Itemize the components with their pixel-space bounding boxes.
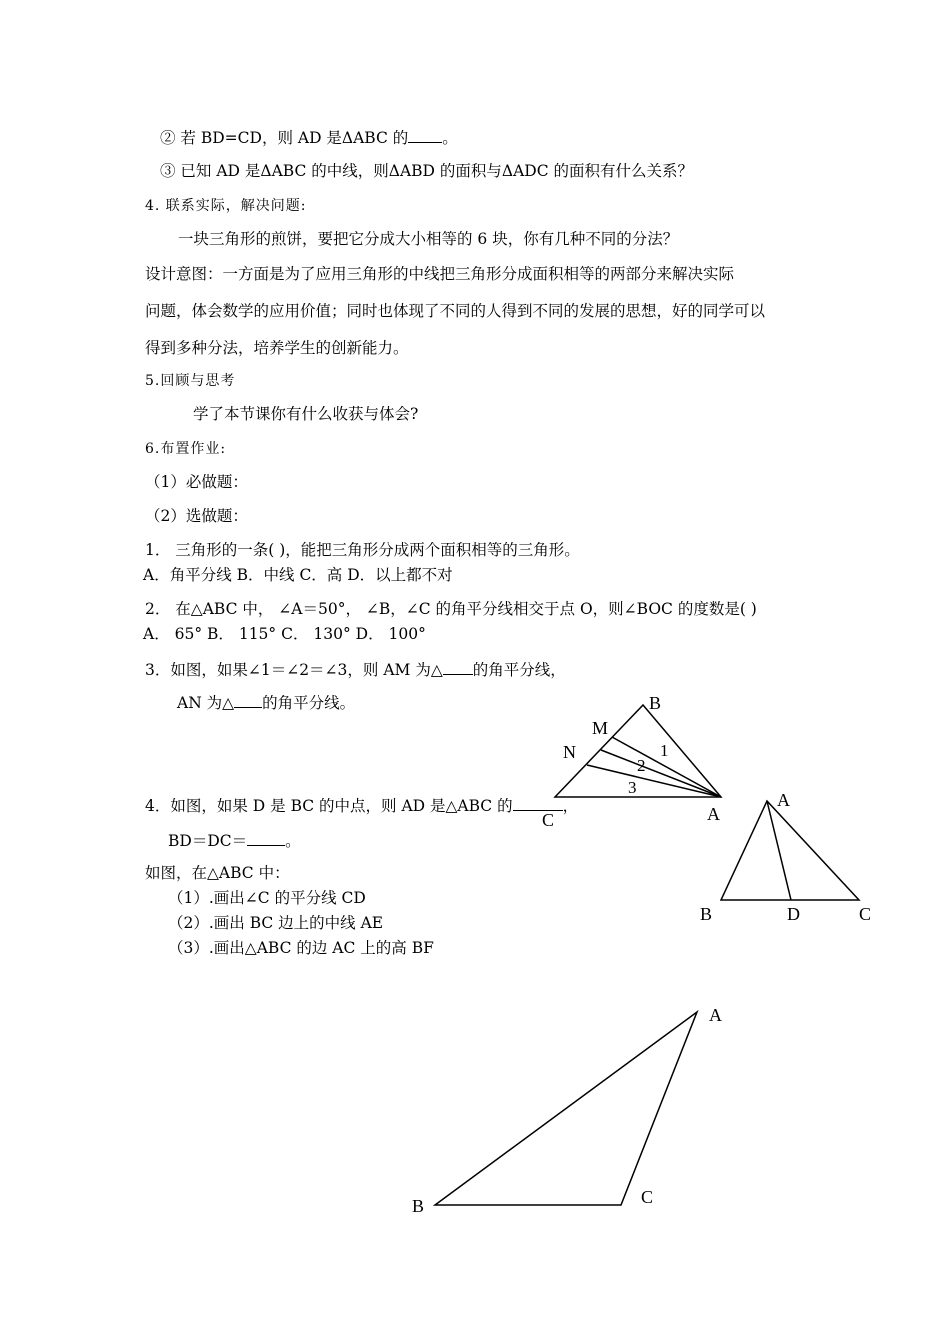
- figure-1-label-b: B: [649, 693, 662, 713]
- exercise-3b-text: AN 为△: [177, 694, 235, 712]
- exercise-4b-text: BD＝DC＝: [168, 832, 248, 850]
- figure-1-angle-bisectors: [555, 705, 721, 797]
- task-2: （2）.画出 BC 边上的中线 AE: [168, 914, 384, 932]
- figure-3-label-c: C: [641, 1187, 654, 1207]
- pancake-question: 一块三角形的煎饼，要把它分成大小相等的 6 块，你有几种不同的分法？: [178, 230, 679, 248]
- section-6-heading: 6.布置作业:: [145, 441, 227, 457]
- figure-1-label-a: A: [707, 804, 720, 824]
- exercise-3b-end: 的角平分线。: [262, 694, 356, 712]
- exercise-1: 1． 三角形的一条( )，能把三角形分成两个面积相等的三角形。: [145, 541, 580, 559]
- figure-2-median-ad: [767, 801, 791, 900]
- figure-2-label-a: A: [777, 790, 790, 810]
- figure-1-angle-3: 3: [628, 778, 637, 797]
- figure-1-label-c: C: [542, 810, 555, 830]
- exercise-2-choices: A． 65° B． 115° C． 130° D． 100°: [143, 625, 426, 643]
- figure-3-triangle-group: [435, 1012, 697, 1205]
- optional-heading: （2）选做题：: [145, 507, 248, 525]
- figure-2-triangle: [721, 801, 859, 900]
- exercise-2: 2． 在△ABC 中， ∠A＝50°， ∠B，∠C 的角平分线相交于点 O，则∠BOC 的度数是( ): [145, 600, 757, 618]
- figure-3-triangle: [435, 1012, 697, 1205]
- section-4-heading: 4. 联系实际，解决问题:: [145, 198, 307, 214]
- figure-1-label-n: N: [563, 742, 576, 762]
- figure-3-label-b: B: [412, 1196, 425, 1216]
- figure-2-label-b: B: [700, 904, 713, 924]
- figure-1-angle-1: 1: [660, 741, 669, 760]
- q2-text: ② 若 BD=CD，则 AD 是ΔABC 的: [160, 129, 409, 147]
- review-question: 学了本节课你有什么收获与体会?: [193, 405, 419, 423]
- exercise-3-text: 3．如图，如果∠1＝∠2＝∠3，则 AM 为△: [145, 661, 443, 679]
- q2-end: 。: [442, 129, 458, 147]
- figure-1-angle-2: 2: [637, 756, 646, 775]
- task-1: （1）.画出∠C 的平分线 CD: [168, 889, 366, 907]
- design-intent-line-3: 得到多种分法，培养学生的创新能力。: [145, 339, 409, 357]
- q3-line: ③ 已知 AD 是ΔABC 的中线，则ΔABD 的面积与ΔADC 的面积有什么关系？: [160, 162, 693, 180]
- design-intent-line-1: 设计意图：一方面是为了应用三角形的中线把三角形分成面积相等的两部分来解决实际: [145, 265, 735, 283]
- figure-2-median: [721, 801, 859, 900]
- exercise-3-end: 的角平分线，: [472, 661, 566, 679]
- task-3: （3）.画出△ABC 的边 AC 上的高 BF: [168, 939, 434, 957]
- figure-1-label-m: M: [592, 718, 609, 738]
- section-5-heading: 5.回顾与思考: [145, 373, 236, 389]
- figure-2-label-c: C: [859, 904, 872, 924]
- exercise-1-choices: A．角平分线 B．中线 C．高 D．以上都不对: [143, 566, 453, 584]
- exercise-4b-end: 。: [285, 832, 301, 850]
- exercise-4-end: ，: [562, 797, 579, 815]
- design-intent-line-2: 问题，体会数学的应用价值；同时也体现了不同的人得到不同的发展的思想，好的同学可以: [145, 302, 766, 320]
- task-intro: 如图，在△ABC 中：: [145, 864, 290, 882]
- figure-2-label-d: D: [787, 904, 800, 924]
- exercise-4-text: 4．如图，如果 D 是 BC 的中点，则 AD 是△ABC 的: [145, 797, 513, 815]
- required-heading: （1）必做题：: [145, 473, 248, 491]
- figure-1-segment-an: [587, 765, 721, 797]
- figure-3-label-a: A: [709, 1005, 722, 1025]
